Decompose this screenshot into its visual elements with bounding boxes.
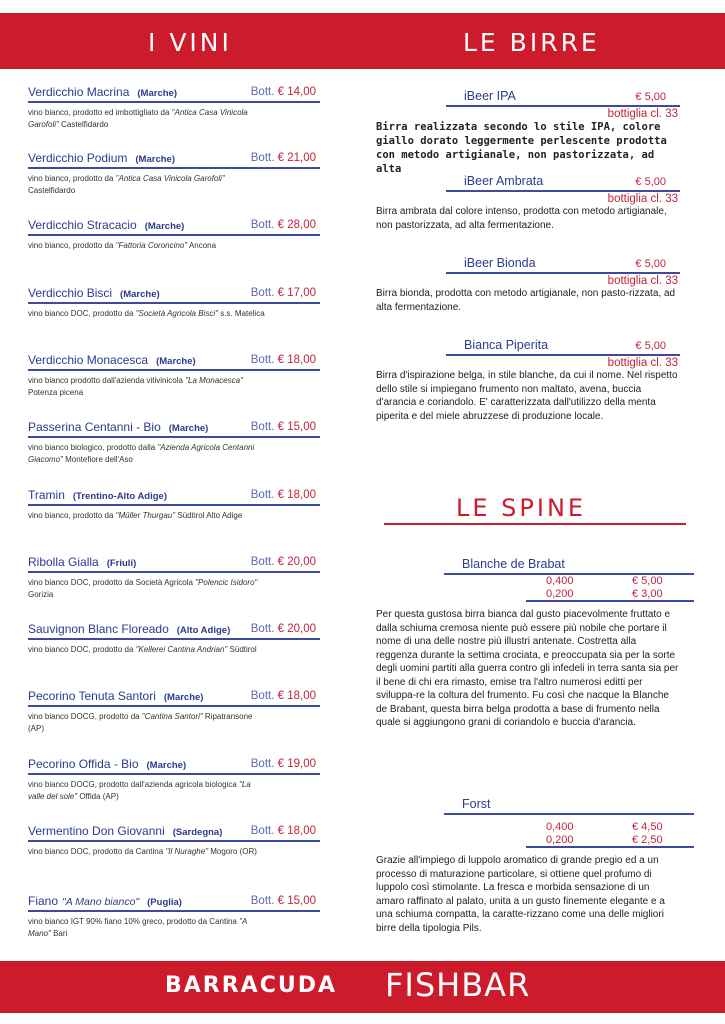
wine-item [28, 85, 320, 131]
beer-description: Birra realizzata secondo lo stile IPA, colore giallo dorato leggermente perlescente prodotta con metodo artigianale, non pastorizzata, ad alta [376, 121, 667, 175]
wine-name [28, 420, 208, 434]
draft-beer-item [376, 556, 680, 730]
draft-volume: 0,400 [546, 575, 574, 587]
brand-barracuda: BARRACUDA [165, 973, 337, 998]
wine-name-text: Verdicchio Monacesca [28, 353, 149, 367]
beer-item [376, 255, 680, 314]
bottle-label: Bott. [250, 287, 275, 299]
wine-location: Südtirol [229, 645, 257, 654]
wine-description [28, 107, 268, 131]
wine-desc-text: vino bianco DOC, prodotto da Società Agricola [28, 578, 193, 587]
wine-line [28, 85, 320, 103]
bottle-label: Bott. [250, 354, 275, 366]
wine-item [28, 689, 320, 735]
wine-name [28, 757, 186, 771]
wine-line [28, 353, 320, 371]
wine-line [28, 757, 320, 775]
wine-region: (Marche) [144, 221, 185, 232]
wine-price-value: € 20,00 [277, 556, 316, 568]
wine-name [28, 151, 175, 165]
wine-line [28, 420, 320, 438]
wine-price [251, 489, 316, 501]
draft-volume: 0,200 [546, 834, 574, 846]
draft-price: € 3,00 [632, 588, 663, 600]
wine-region: (Marche) [156, 356, 196, 367]
wine-description [28, 644, 268, 656]
wine-name-text: Pecorino Offida - Bio [28, 757, 139, 771]
beer-line [446, 88, 680, 107]
wine-desc-text: vino bianco, prodotto da [28, 241, 114, 250]
beer-item [376, 173, 680, 232]
wine-desc-text: vino bianco DOC, prodotto da [28, 309, 134, 318]
wine-location: Offida (AP) [79, 792, 119, 801]
wine-line [28, 824, 320, 842]
draft-volume: 0,400 [546, 821, 574, 833]
wine-location: s.s. Matelica [220, 309, 265, 318]
bottle-label: Bott. [250, 152, 275, 164]
wine-region: (Trentino-Alto Adige) [72, 491, 167, 502]
draft-beer-description: Per questa gustosa birra bianca dal gusto piacevolmente fruttato e dalla schiuma cremosa niente può essere più nobile che portare il nome di una delle nostre più illustri antenate. Costretta alla reggenza durante la settima crociata, e preoccupata sia per la sorte degli uomini partiti alla guerra contro gli infedeli in terra santa sia per il bene di chi era rimasto, emise tra l'altro numerosi editti per sviluppa-re la coltura del frumento. Fu così che nacque la Blanche de Brabant, questa birra belga prodotta a base di frumento nella quale si aggiungono grani di coriandolo e buccia d'arancia. [376, 609, 679, 728]
bottle-label: Bott. [250, 556, 275, 568]
wine-name-text: Pecorino Tenuta Santori [28, 689, 156, 703]
wine-item [28, 353, 320, 399]
bottle-label: Bott. [250, 219, 275, 231]
wine-name [28, 286, 160, 300]
wine-price [251, 758, 316, 770]
bottle-label: Bott. [250, 489, 275, 501]
wine-line [28, 151, 320, 169]
wine-desc-text: vino bianco, prodotto da [28, 511, 114, 520]
wine-price-value: € 15,00 [277, 895, 316, 907]
wine-price-value: € 28,00 [277, 219, 316, 231]
beer-name: iBeer Ambrata [464, 174, 544, 188]
wine-item [28, 218, 320, 252]
wine-producer: "A Mano" [28, 917, 247, 938]
wine-description [28, 916, 268, 940]
wine-description [28, 711, 268, 735]
wine-description [28, 510, 268, 522]
wine-desc-text: vino bianco DOCG, prodotto da [28, 712, 140, 721]
wine-item [28, 286, 320, 320]
wine-price-value: € 18,00 [277, 690, 316, 702]
vini-title: I VINI [148, 28, 232, 57]
beer-description: Birra bionda, prodotta con metodo artigianale, non pasto-rizzata, ad alta fermentazione. [376, 288, 676, 313]
wine-description [28, 173, 268, 197]
wine-region: (Friuli) [106, 558, 137, 569]
wine-price [251, 690, 316, 702]
wine-name-text: Ribolla Gialla [28, 555, 99, 569]
wine-line [28, 894, 320, 912]
wine-desc-text: vino bianco DOC, prodotto da Cantina [28, 847, 164, 856]
wine-price [251, 421, 316, 433]
wine-price [251, 86, 316, 98]
beer-size: bottiglia cl. 33 [607, 357, 678, 369]
beer-price: € 5,00 [635, 340, 666, 352]
draft-beer-line [444, 556, 694, 575]
wine-price [251, 219, 316, 231]
wine-item [28, 151, 320, 197]
draft-beer-name: Blanche de Brabat [462, 557, 565, 571]
bottle-label: Bott. [250, 825, 275, 837]
bottle-label: Bott. [250, 623, 275, 635]
bottle-label: Bott. [250, 690, 275, 702]
draft-size-row [526, 834, 694, 848]
wine-description [28, 375, 268, 399]
wine-name [28, 894, 182, 908]
beer-line [446, 173, 680, 192]
wine-price [251, 623, 316, 635]
wine-line [28, 622, 320, 640]
wine-desc-text: vino bianco DOCG, prodotto dall'azienda agricola biologica [28, 780, 237, 789]
wine-item [28, 824, 320, 858]
wine-name-text: Tramin [28, 488, 65, 502]
wine-description [28, 442, 268, 466]
draft-beer-description: Grazie all'impiego di luppolo aromatico di grande pregio ed a un processo di maturazione particolare, si ottiene quel profumo di luppolo così stimolante. La fresca e morbida sensazione di un amaro raffinato al palato, unita a un gusto finemente elegante e a una schiuma compatta, la caratte-rizzano come una delle migliori birre della tipologia Pils. [376, 855, 665, 934]
wine-name-text: Verdicchio Bisci [28, 286, 113, 300]
draft-price: € 5,00 [632, 575, 663, 587]
spine-rule [384, 523, 686, 525]
wine-region: (Marche) [135, 154, 175, 165]
bottle-label: Bott. [250, 421, 275, 433]
wine-price [251, 152, 316, 164]
wine-producer: "Polencic Isidoro" [195, 578, 258, 587]
wine-name-text: Verdicchio Stracacio [28, 218, 137, 232]
draft-price: € 4,50 [632, 821, 663, 833]
wine-description [28, 308, 268, 320]
wine-producer: "Azienda Agricola Centanni Giacomo" [28, 443, 255, 464]
wine-producer: "Società Agricola Bisci" [135, 309, 218, 318]
wine-name [28, 488, 167, 502]
wine-name [28, 555, 136, 569]
draft-beer-name: Forst [462, 797, 491, 811]
beer-name: iBeer Bionda [464, 256, 536, 270]
wine-price-value: € 17,00 [277, 287, 316, 299]
wine-desc-text: vino bianco, prodotto ed imbottigliato da [28, 108, 170, 117]
draft-price: € 2,50 [632, 834, 663, 846]
wine-line [28, 555, 320, 573]
wine-item [28, 622, 320, 656]
wine-location: Ancona [188, 241, 217, 250]
wine-line [28, 689, 320, 707]
wine-name [28, 218, 184, 232]
wine-name-text: Vermentino Don Giovanni [28, 824, 165, 838]
footer-banner [0, 961, 725, 1013]
wine-name-text: Sauvignon Blanc Floreado [28, 622, 169, 636]
wine-region: (Sardegna) [172, 827, 223, 838]
wine-price-value: € 18,00 [277, 354, 316, 366]
wine-region: (Marche) [146, 760, 187, 771]
draft-volume: 0,200 [546, 588, 574, 600]
wine-item [28, 555, 320, 601]
wine-location: Gorizia [28, 590, 54, 599]
header-banner [0, 13, 725, 69]
beer-name: iBeer IPA [464, 89, 516, 103]
wine-location: Mogoro (OR) [210, 847, 257, 856]
wine-location: Castelfidardo [61, 120, 109, 129]
wine-description [28, 846, 268, 858]
wine-name [28, 85, 177, 99]
wine-item [28, 488, 320, 522]
wine-name [28, 622, 230, 636]
beer-item [376, 337, 680, 423]
wine-name-text: Fiano [28, 894, 59, 908]
wine-producer: "La valle del sole" [28, 780, 251, 801]
wine-location: Potenza picena [28, 388, 84, 397]
draft-size-row [526, 588, 694, 602]
wine-producer: "Müller Thurgau" [115, 511, 176, 520]
wine-location: Ripatransone (AP) [28, 712, 253, 733]
beer-size: bottiglia cl. 33 [607, 108, 678, 120]
beer-price: € 5,00 [635, 258, 666, 270]
wine-price-value: € 18,00 [277, 489, 316, 501]
draft-size-row [376, 575, 680, 588]
wine-name [28, 353, 196, 367]
spine-title: LE SPINE [456, 494, 587, 522]
wine-line [28, 286, 320, 304]
wine-name [28, 689, 203, 703]
wine-region: (Marche) [120, 289, 160, 300]
brand-fishbar: FISHBAR [385, 966, 531, 1004]
wine-region: (Alto Adige) [176, 625, 231, 636]
wine-region: (Puglia) [147, 897, 182, 908]
beer-line [446, 255, 680, 274]
wine-price [251, 895, 316, 907]
wine-price-value: € 15,00 [277, 421, 316, 433]
wine-location: Montefiore dell'Aso [65, 455, 133, 464]
wine-name-text: Verdicchio Podium [28, 151, 128, 165]
beer-item [376, 88, 680, 176]
wine-item [28, 757, 320, 803]
beer-size: bottiglia cl. 33 [607, 275, 678, 287]
wine-name-text: Verdicchio Macrina [28, 85, 130, 99]
beer-line [446, 337, 680, 356]
wine-price-value: € 19,00 [277, 758, 316, 770]
wine-location: Südtirol Alto Adige [177, 511, 243, 520]
wine-price [251, 556, 316, 568]
wine-price-value: € 18,00 [277, 825, 316, 837]
birre-title: LE BIRRE [463, 28, 600, 57]
wine-description [28, 577, 268, 601]
wine-desc-text: vino bianco IGT 90% fiano 10% greco, prodotto da Cantina [28, 917, 237, 926]
wine-name-italic: "A Mano bianco" [62, 896, 140, 908]
wine-price [251, 825, 316, 837]
wine-description [28, 779, 268, 803]
wine-producer: "Il Nuraghe" [165, 847, 209, 856]
wine-producer: "Antica Casa Vinicola Garofoli" [115, 174, 225, 183]
wine-price-value: € 21,00 [277, 152, 316, 164]
wine-region: (Marche) [137, 88, 177, 99]
wine-region: (Marche) [168, 423, 209, 434]
wine-price [251, 354, 316, 366]
wine-name [28, 824, 222, 838]
draft-beer-line [444, 796, 694, 815]
bottle-label: Bott. [250, 895, 275, 907]
wine-producer: "Fattoria Coroncino" [115, 241, 188, 250]
wine-description [28, 240, 268, 252]
wine-price-value: € 14,00 [277, 86, 316, 98]
wine-desc-text: vino bianco prodotto dall'azienda vitivinicola [28, 376, 183, 385]
wine-item [28, 420, 320, 466]
wine-producer: "La Monacesca" [185, 376, 243, 385]
beer-description: Birra ambrata dal colore intenso, prodotta con metodo artigianale, non pastorizzata, ad alta fermentazione. [376, 206, 667, 231]
wine-producer: "Antica Casa Vinicola Garofoli" [28, 108, 248, 129]
wine-desc-text: vino bianco, prodotto da [28, 174, 114, 183]
wine-producer: "Kellerei Cantina Andrian" [135, 645, 228, 654]
wine-region: (Marche) [163, 692, 204, 703]
draft-size-row [376, 821, 680, 834]
wine-name-text: Passerina Centanni - Bio [28, 420, 161, 434]
wine-location: Bari [53, 929, 68, 938]
wine-line [28, 488, 320, 506]
bottle-label: Bott. [250, 758, 275, 770]
beer-description: Birra d'ispirazione belga, in stile blanche, da cui il nome. Nel rispetto dello stile si impiegano frumento non maltato, avena, buccia d'arancia e coriandolo. E' caratterizzata dall'utilizzo della menta piperita e del miele abruzzese di produzione locale. [376, 370, 678, 422]
wine-price [251, 287, 316, 299]
wine-location: Castelfidardo [28, 186, 76, 195]
beer-name: Bianca Piperita [464, 338, 549, 352]
beer-size: bottiglia cl. 33 [607, 193, 678, 205]
wine-producer: "Cantina Santori" [141, 712, 203, 721]
bottle-label: Bott. [250, 86, 275, 98]
wine-price-value: € 20,00 [277, 623, 316, 635]
wine-desc-text: vino bianco biologico, prodotto dalla [28, 443, 156, 452]
wine-item [28, 894, 320, 940]
wine-line [28, 218, 320, 236]
beer-price: € 5,00 [635, 91, 666, 103]
wine-desc-text: vino bianco DOC, prodotto da [28, 645, 134, 654]
draft-beer-item [376, 796, 680, 935]
beer-price: € 5,00 [635, 176, 666, 188]
